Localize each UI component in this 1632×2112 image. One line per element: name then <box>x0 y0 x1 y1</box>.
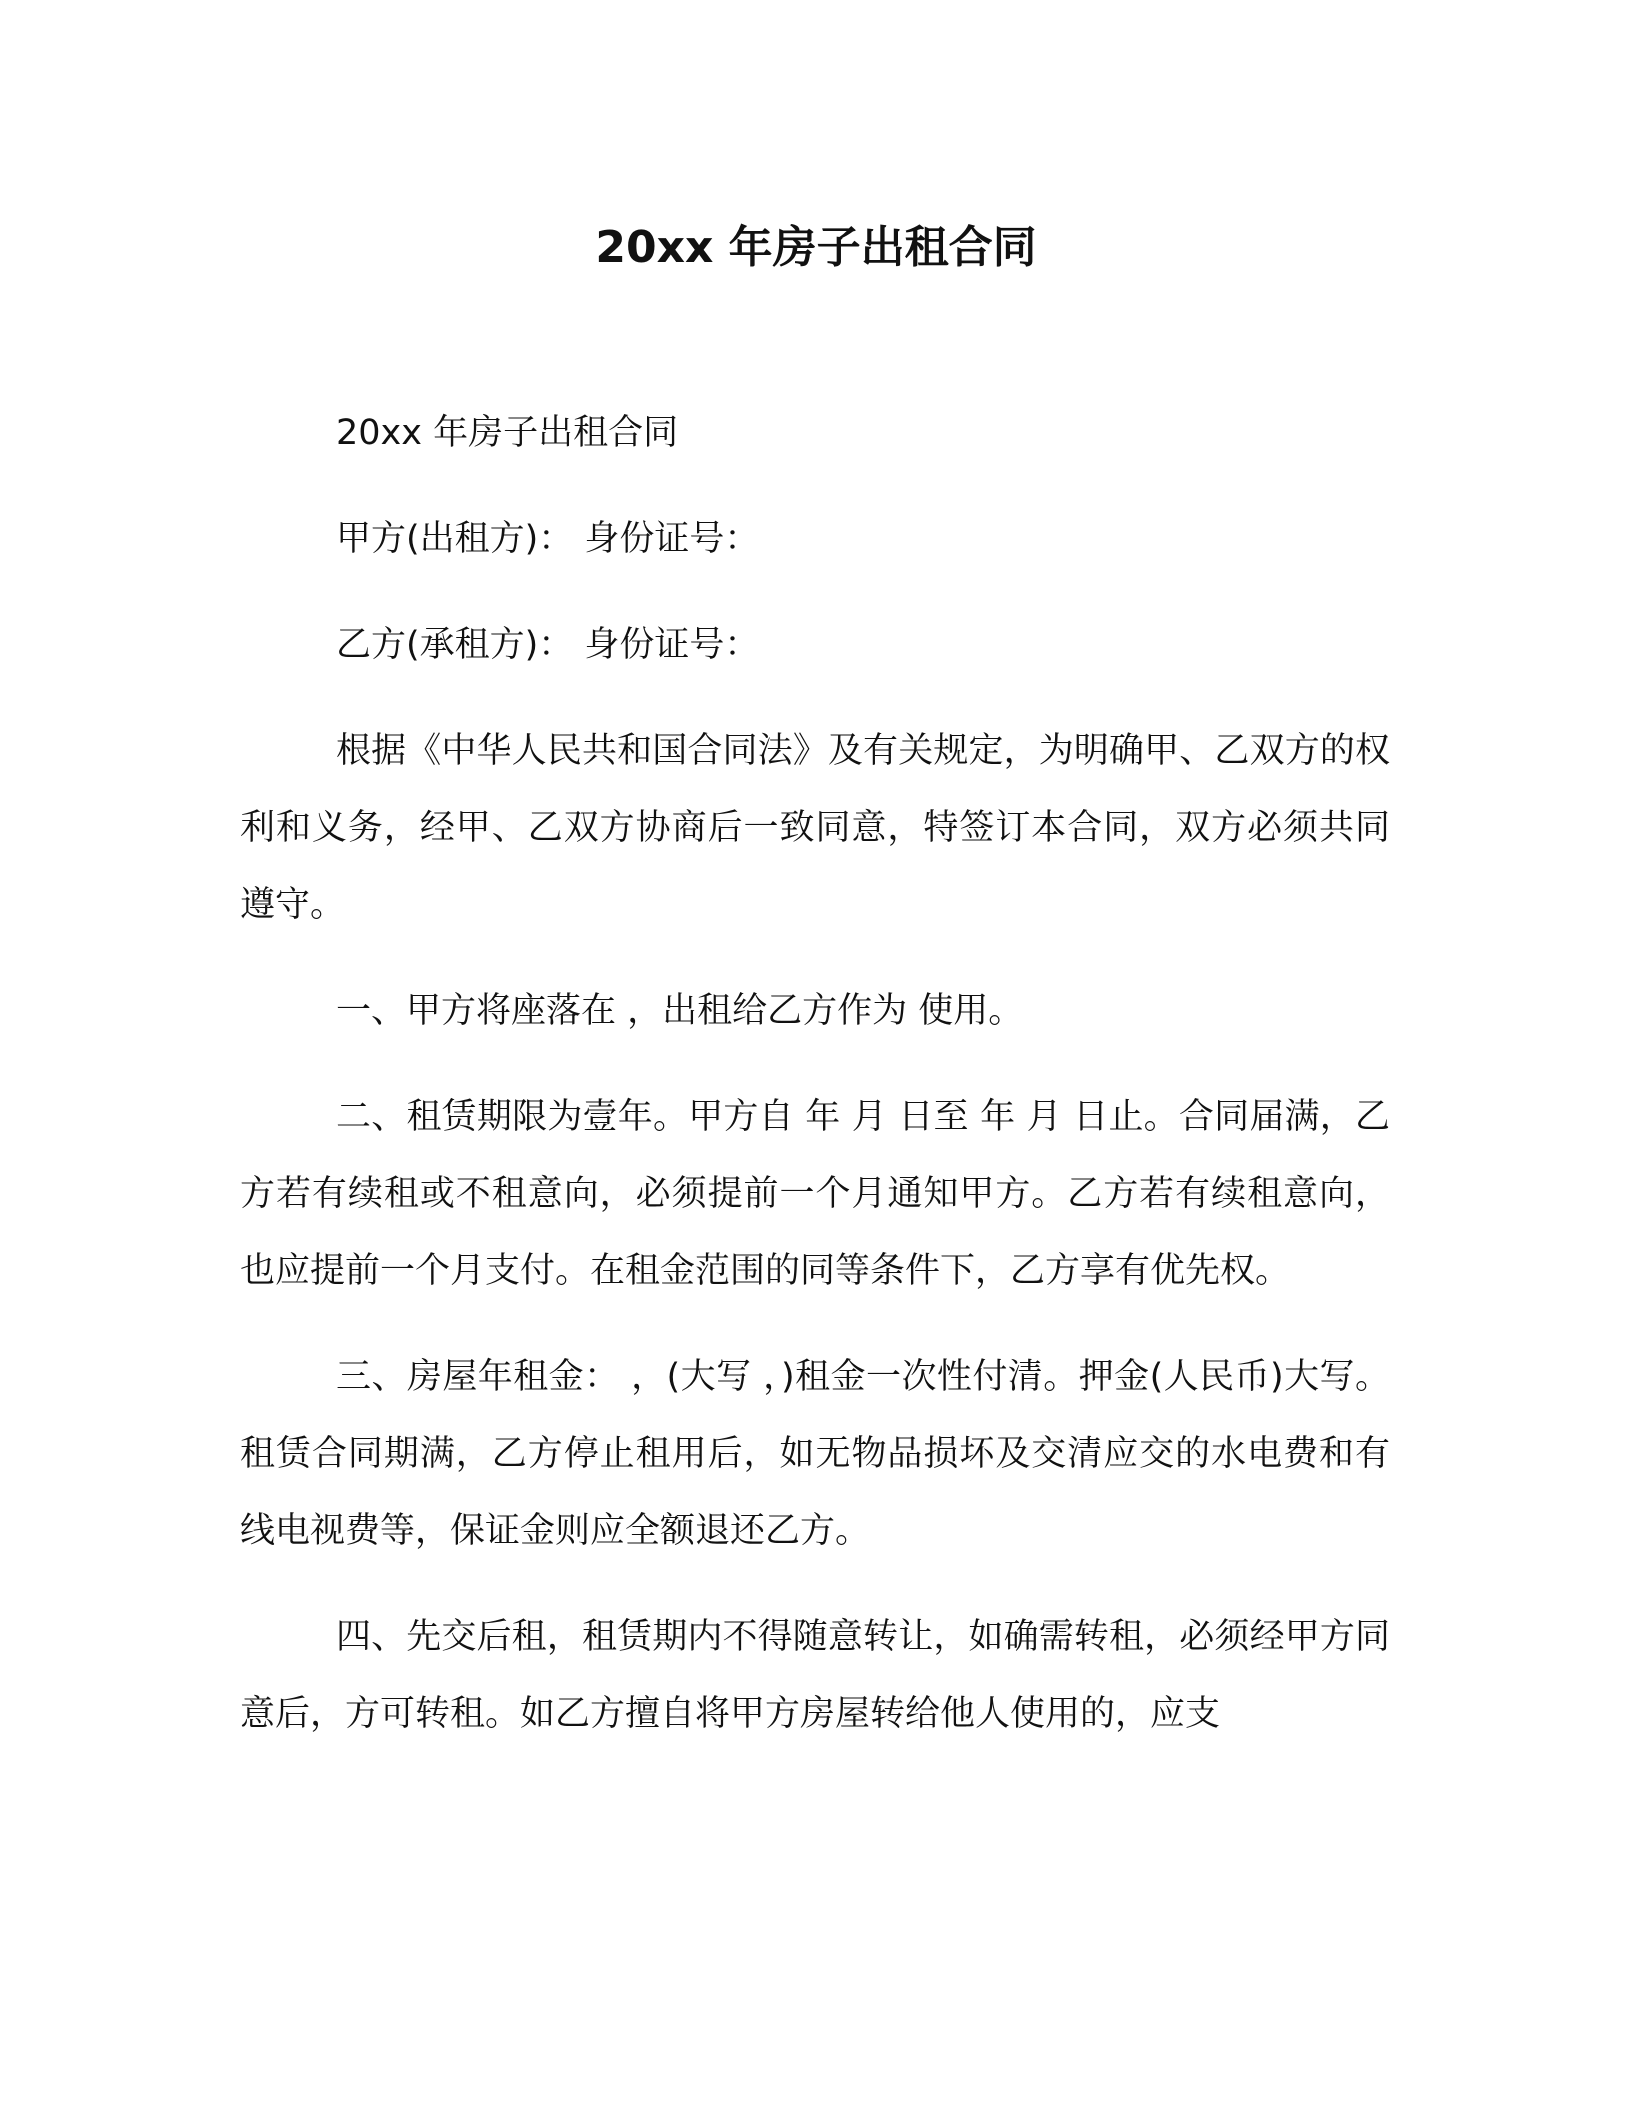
document-title: 20xx 年房子出租合同 <box>595 222 1037 273</box>
paragraph-clause-1: 一、甲方将座落在 ，出租给乙方作为 使用。 <box>336 991 1024 1031</box>
paragraph-clause-2: 二、租赁期限为壹年。甲方自 年 月 日至 年 月 日止。合同届满，乙方若有续租或不租意向，必须提前一个月通知甲方。乙方若有续租意向，也应提前一个月支付。在租金范围的同等条件下，乙方享有优先权。 <box>240 1097 1390 1291</box>
paragraph-clause-4: 四、先交后租，租赁期内不得随意转让，如确需转租，必须经甲方同意后，方可转租。如乙方擅自将甲方房屋转给他人使用的，应支 <box>240 1617 1390 1734</box>
paragraph-preamble: 根据《中华人民共和国合同法》及有关规定，为明确甲、乙双方的权利和义务，经甲、乙双方协商后一致同意，特签订本合同，双方必须共同遵守。 <box>240 731 1390 925</box>
paragraph-party-b: 乙方(承租方)： 身份证号： <box>336 625 760 665</box>
paragraph-subtitle: 20xx 年房子出租合同 <box>336 413 679 453</box>
paragraph-clause-3: 三、房屋年租金： ，(大写 ，)租金一次性付清。押金(人民币)大写。租赁合同期满，乙方停止租用后，如无物品损坏及交清应交的水电费和有线电视费等，保证金则应全额退还乙方。 <box>240 1357 1390 1551</box>
document-body <box>240 395 1390 1782</box>
paragraph-party-a: 甲方(出租方)： 身份证号： <box>336 519 760 559</box>
